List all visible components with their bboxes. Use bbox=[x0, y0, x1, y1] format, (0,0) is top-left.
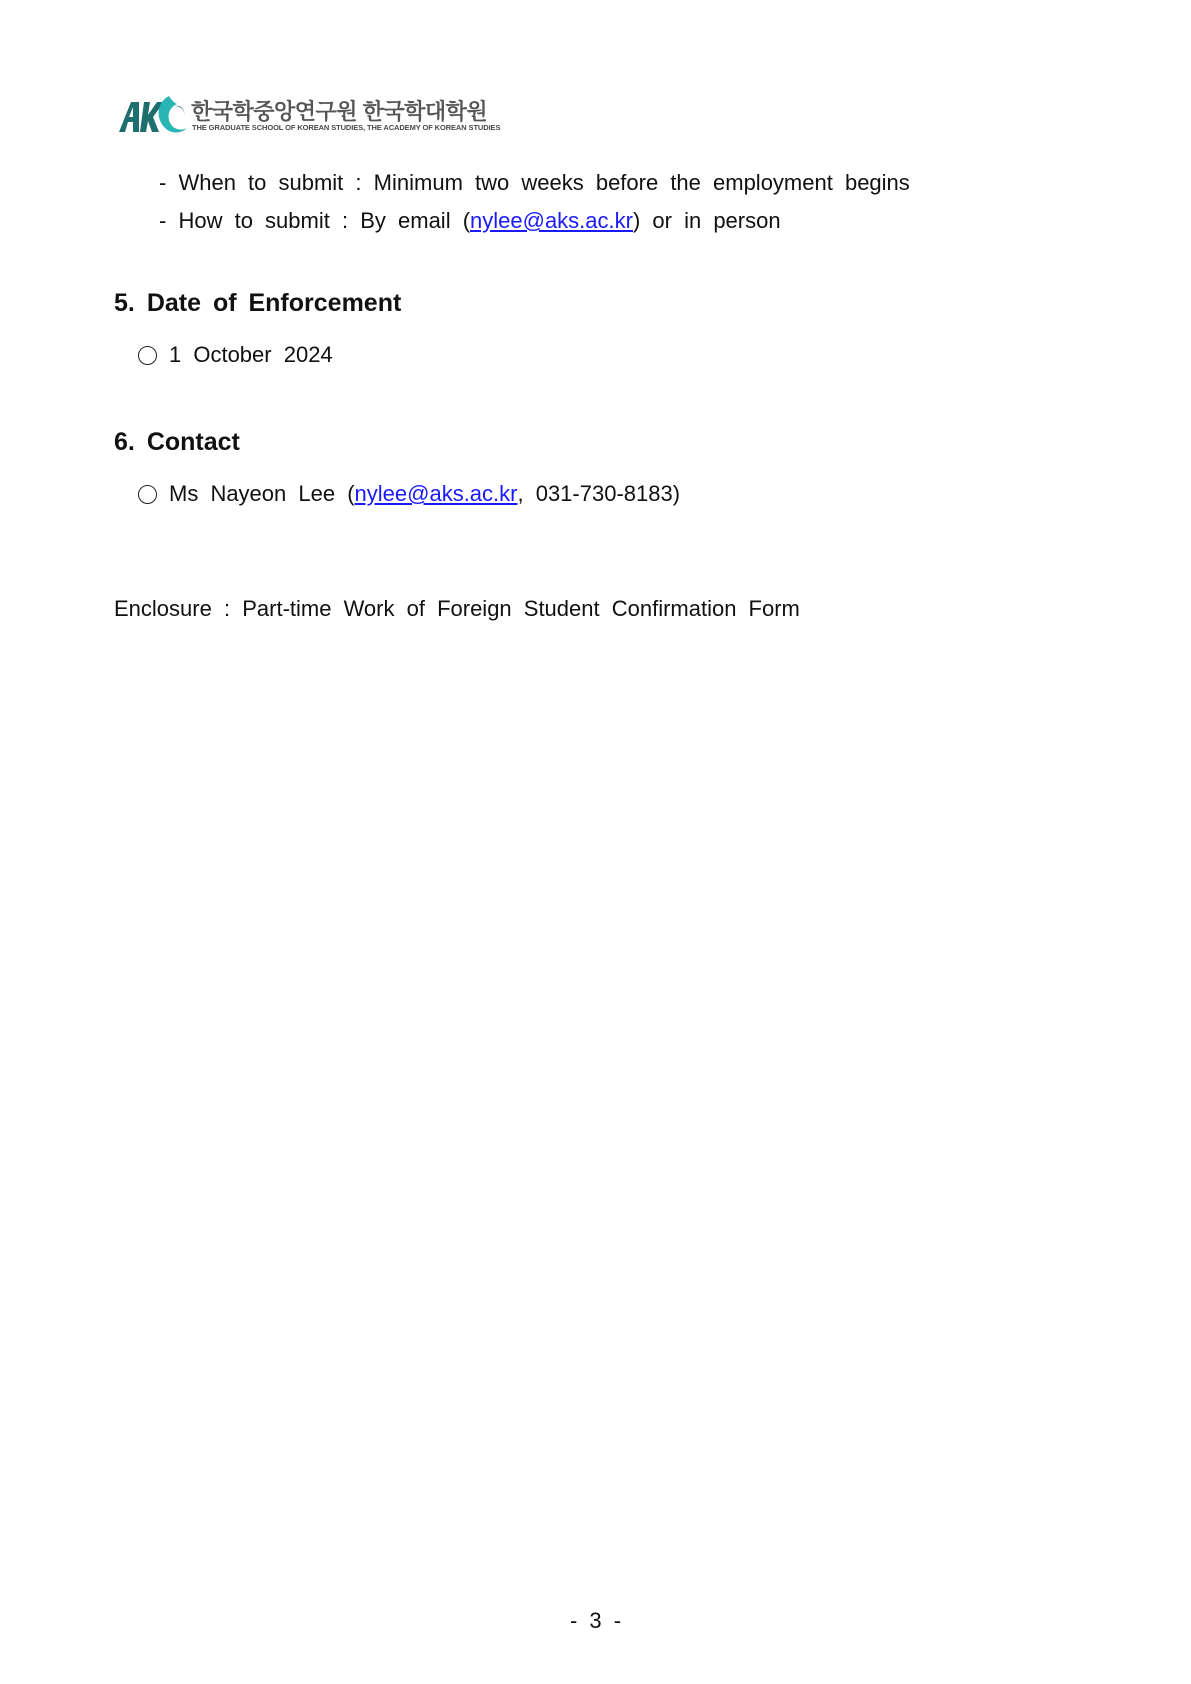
how-suffix: ) or in person bbox=[632, 208, 781, 233]
label-separator: : bbox=[355, 170, 362, 195]
label-separator: : bbox=[223, 596, 231, 621]
when-label: When to submit bbox=[178, 170, 344, 195]
contact-phone: , 031-730-8183) bbox=[517, 481, 681, 506]
section-6-heading bbox=[114, 427, 240, 457]
contact-name: Ms Nayeon Lee ( bbox=[169, 481, 355, 506]
enclosure-value: Part-time Work of Foreign Student Confirmation Form bbox=[242, 596, 800, 621]
enforcement-date: 1 October 2024 bbox=[169, 342, 333, 367]
dash-marker: - bbox=[159, 170, 167, 195]
section-title: Contact bbox=[146, 428, 240, 456]
enforcement-date-item bbox=[138, 342, 333, 368]
how-to-submit-line bbox=[159, 208, 781, 234]
enclosure-line bbox=[114, 596, 800, 622]
circle-bullet-icon bbox=[138, 485, 157, 504]
contact-email-link[interactable]: nylee@aks.ac.kr bbox=[354, 481, 518, 506]
section-title: Date of Enforcement bbox=[146, 289, 402, 317]
dash-marker: - bbox=[159, 208, 167, 233]
label-separator: : bbox=[341, 208, 349, 233]
how-label: How to submit bbox=[178, 208, 330, 233]
when-value: Minimum two weeks before the employment begins bbox=[373, 170, 910, 195]
institution-korean-name: 한국학중앙연구원 한국학대학원 bbox=[191, 99, 488, 124]
enclosure-label: Enclosure bbox=[114, 596, 212, 621]
section-number: 5. bbox=[114, 289, 135, 317]
contact-item bbox=[138, 481, 680, 507]
how-prefix: By email ( bbox=[360, 208, 471, 233]
page-number: - 3 - bbox=[569, 1608, 622, 1633]
institution-english-name: THE GRADUATE SCHOOL OF KOREAN STUDIES, THE ACADEMY OF KOREAN STUDIES bbox=[192, 123, 501, 132]
circle-bullet-icon bbox=[138, 346, 157, 365]
email-link[interactable]: nylee@aks.ac.kr bbox=[470, 208, 633, 233]
institution-logo bbox=[117, 92, 502, 138]
when-to-submit-line bbox=[159, 170, 910, 196]
section-5-heading bbox=[114, 288, 401, 318]
aks-logo-mark-icon bbox=[117, 92, 191, 138]
section-number: 6. bbox=[114, 428, 135, 456]
